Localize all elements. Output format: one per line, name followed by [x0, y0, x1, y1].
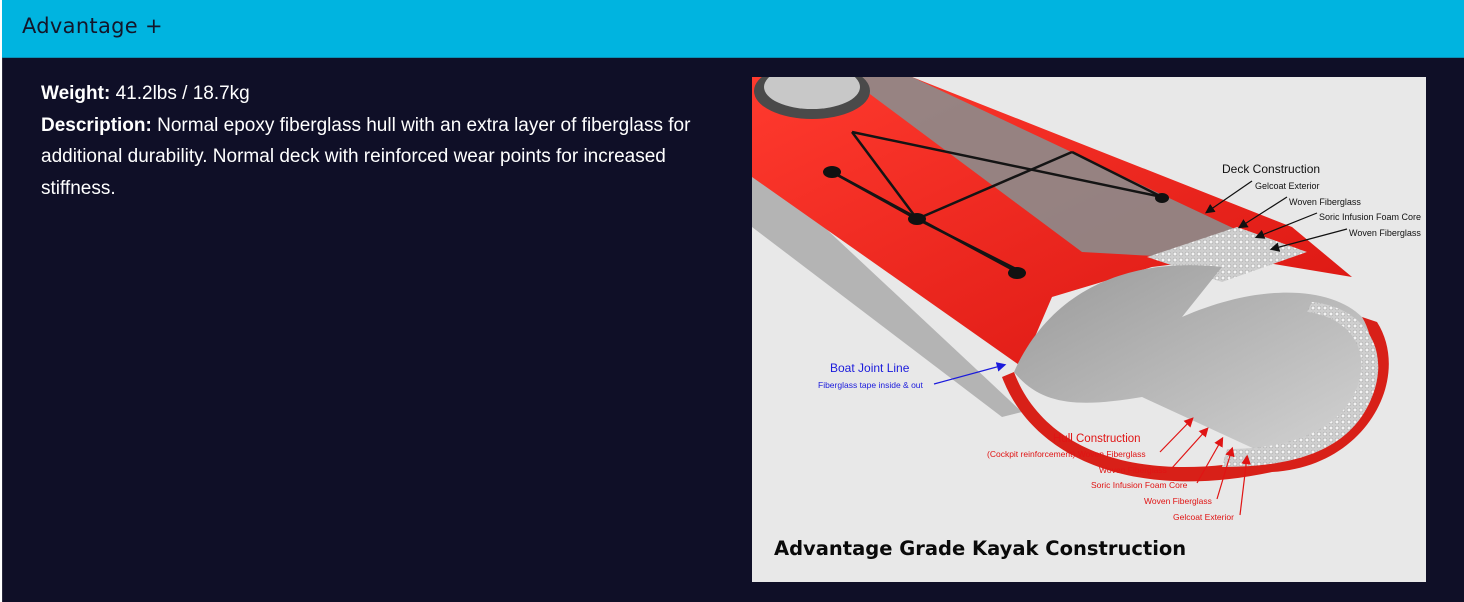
deck-layer-2: Woven Fiberglass [1289, 197, 1361, 207]
deck-layer-1: Gelcoat Exterior [1255, 181, 1320, 191]
hull-layer-5: Gelcoat Exterior [1173, 512, 1234, 522]
hull-layer-1: (Cockpit reinforcement) Woven Fiberglass [987, 449, 1146, 459]
description-label: Description: [41, 114, 152, 136]
joint-line-title: Boat Joint Line [830, 361, 910, 375]
deck-construction-title: Deck Construction [1222, 162, 1321, 176]
diagram-caption: Advantage Grade Kayak Construction [774, 537, 1187, 560]
kayak-illustration [752, 77, 1426, 582]
weight-label: Weight: [41, 83, 111, 104]
hull-layer-3: Soric Infusion Foam Core [1091, 480, 1188, 490]
spec-text [41, 78, 731, 204]
weight-value: 41.2lbs / 18.7kg [115, 83, 250, 104]
hull-layer-4: Woven Fiberglass [1144, 496, 1212, 506]
description-row [41, 110, 731, 205]
description-value: Normal epoxy fiberglass hull with an extra layer of fiberglass for additional durability. Normal deck with reinforced wear points for increased stiffness. [41, 114, 691, 199]
construction-diagram [752, 77, 1426, 582]
accordion-title: Advantage + [22, 14, 163, 38]
weight-row [41, 78, 731, 110]
hull-layer-2: Woven Fiberglass [1099, 465, 1167, 475]
deck-layer-3: Soric Infusion Foam Core [1319, 212, 1422, 222]
deck-layer-4: Woven Fiberglass [1349, 228, 1421, 238]
accordion-panel [2, 58, 1464, 602]
hull-interior [1014, 265, 1372, 457]
hull-construction-title: Hull Construction [1053, 433, 1141, 445]
joint-line-note: Fiberglass tape inside & out [818, 380, 923, 390]
accordion-header[interactable] [2, 0, 1464, 58]
